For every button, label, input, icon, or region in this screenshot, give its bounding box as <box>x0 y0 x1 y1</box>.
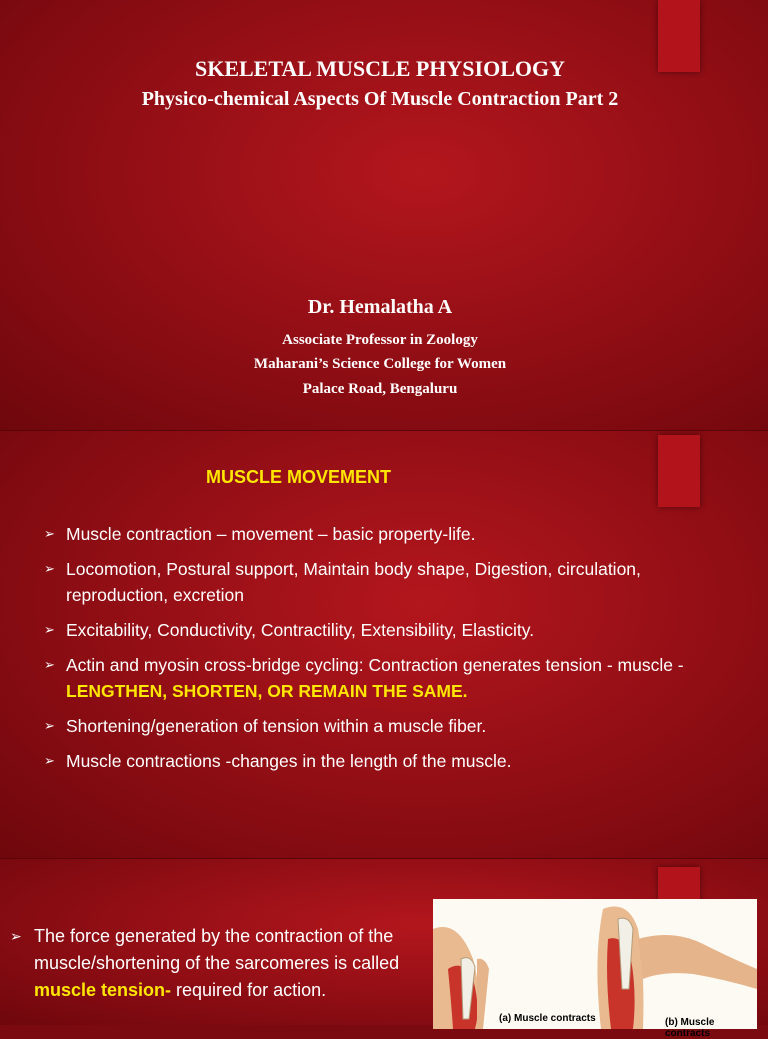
list-item: ➢ Shortening/generation of tension within a muscle fiber. <box>44 713 734 739</box>
muscle-tension-slide <box>0 858 768 1039</box>
author-institution: Maharani’s Science College for Women <box>253 356 507 372</box>
highlight-text: muscle tension- <box>34 980 172 1000</box>
list-item: ➢ Locomotion, Postural support, Maintain body shape, Digestion, circulation, reproduction, excretion <box>44 556 734 608</box>
bullet-list <box>44 521 734 783</box>
bullet-list <box>10 923 400 1004</box>
author-position: Associate Professor in Zoology <box>282 332 478 348</box>
title-slide <box>0 0 768 430</box>
author-address: Palace Road, Bengaluru <box>302 381 458 397</box>
caption-a: (a) Muscle contracts <box>499 1013 596 1024</box>
arrow-bullet-icon: ➢ <box>44 561 55 576</box>
arm-illustration <box>433 899 757 1029</box>
author-name: Dr. Hemalatha A <box>307 296 453 318</box>
list-item: ➢ Muscle contractions -changes in the length of the muscle. <box>44 748 734 774</box>
arrow-bullet-icon: ➢ <box>10 928 22 944</box>
list-item: ➢ Excitability, Conductivity, Contractility, Extensibility, Elasticity. <box>44 617 734 643</box>
slide-heading: MUSCLE MOVEMENT <box>206 467 392 487</box>
arrow-bullet-icon: ➢ <box>44 657 55 672</box>
list-item: ➢ The force generated by the contraction of the muscle/shortening of the sarcomeres is called muscle tension- required for action. <box>10 923 400 1004</box>
arrow-bullet-icon: ➢ <box>44 718 55 733</box>
highlight-text: LENGTHEN, SHORTEN, OR REMAIN THE SAME. <box>66 681 468 701</box>
list-item: ➢ Actin and myosin cross-bridge cycling: Contraction generates tension - muscle - LENGTHEN, SHORTEN, OR REMAIN THE SAME. <box>44 652 734 704</box>
slide-subtitle: Physico-chemical Aspects Of Muscle Contraction Part 2 <box>141 88 619 110</box>
arrow-bullet-icon: ➢ <box>44 622 55 637</box>
muscle-movement-slide <box>0 430 768 859</box>
arrow-bullet-icon: ➢ <box>44 526 55 541</box>
muscle-contraction-figure <box>433 899 757 1039</box>
list-item: ➢ Muscle contraction – movement – basic property-life. <box>44 521 734 547</box>
caption-b: (b) Muscle contracts <box>665 1017 715 1039</box>
slide-title: SKELETAL MUSCLE PHYSIOLOGY <box>194 56 565 81</box>
arrow-bullet-icon: ➢ <box>44 753 55 768</box>
decorative-tab <box>658 435 700 507</box>
